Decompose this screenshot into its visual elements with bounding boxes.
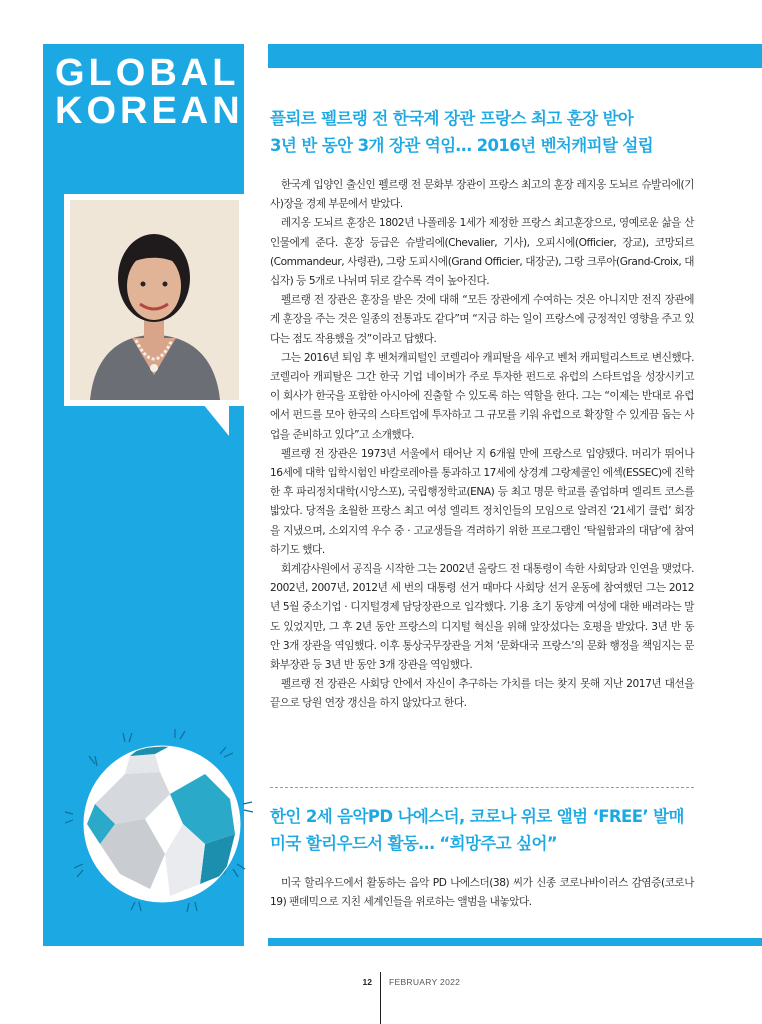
globe-icon — [65, 724, 255, 914]
top-accent-bar — [268, 44, 762, 68]
portrait-frame — [64, 194, 245, 406]
article1-body — [270, 176, 694, 714]
article-divider — [270, 787, 694, 788]
footer-divider — [380, 972, 381, 1024]
issue-date: FEBRUARY 2022 — [389, 977, 461, 987]
article1-headline — [270, 105, 710, 159]
article2-headline-line1: 한인 2세 음악PD 나에스더, 코로나 위로 앨범 ‘FREE’ 발매 — [270, 807, 684, 826]
article1-paragraph: 그는 2016년 퇴임 후 벤처캐피털인 코렐리아 캐피탈을 세우고 벤처 캐피털리스트로 변신했다. 코렐리아 캐피탈은 그간 한국 기업 네이버가 주로 투자한 펀드로 유럽의 스타트업을 성장시키고 이 회사가 한국을 포함한 아시아에 진출할 수 있도록 하는 역할을 한다. 그는 “이제는 반대로 유럽에서 펀드를 모아 한국의 스타트업에 투자하고 그 규모를 키워 유럽으로 확장할 수 있게끔 돕는 사업을 준비하고 있다”고 소개했다. — [270, 351, 694, 441]
article1-headline-line1: 플뢰르 펠르랭 전 한국계 장관 프랑스 최고 훈장 받아 — [270, 109, 634, 128]
section-title — [55, 54, 245, 130]
speech-bubble-tail — [203, 404, 229, 436]
article1-paragraph: 펠르랭 전 장관은 1973년 서울에서 태어난 지 6개월 만에 프랑스로 입양됐다. 머리가 뛰어나 16세에 대학 입학시험인 바칼로레아를 통과하고 17세에 상경계 그랑제콜인 에섹(ESSEC)에 진학한 후 파리정치대학(시앙스포), 국립행정학교(ENA) 등 최고 명문 학교를 졸업하며 엘리트 코스를 밟았다. 당적을 초월한 프랑스 최고 여성 엘리트 정치인들의 모임으로 알려진 ‘21세기 클럽’ 회장을 지냈으며, 소외지역 우수 중 · 고교생들을 격려하기 위한 프로그램인 ‘탁월함과의 대담’에 참여하기도 했다. — [270, 447, 694, 556]
article1-paragraph: 펠르랭 전 장관은 훈장을 받은 것에 대해 “모든 장관에게 수여하는 것은 아니지만 전직 장관에게 훈장을 주는 것은 일종의 전통과도 같다”며 “지금 하는 일이 프랑스에 긍정적인 영향을 주고 있다는 점도 작용했을 것”이라고 답했다. — [270, 294, 694, 345]
article1-paragraph: 회계감사원에서 공직을 시작한 그는 2002년 올랑드 전 대통령이 속한 사회당과 인연을 맺었다. 2002년, 2007년, 2012년 세 번의 대통령 선거 때마다 사회당 선거 운동에 참여했던 그는 2012년 5월 중소기업 · 디지털경제 담당장관으로 입각했다. 기용 초기 동양계 여성에 대한 배려라는 말도 있었지만, 그 후 2년 동안 프랑스의 디지털 혁신을 위해 앞장섰다는 호평을 받았다. 3년 반 동안 3개 장관을 역임했다. 이후 통상국무장관을 거쳐 ‘문화대국 프랑스’의 문화 행정을 책임지는 문화부장관 등 3년 반 동안 3개 장관을 역임했다. — [270, 563, 694, 672]
article1-paragraph: 레지옹 도뇌르 훈장은 1802년 나폴레옹 1세가 제정한 프랑스 최고훈장으로, 영예로운 삶을 산 인물에게 준다. 훈장 등급은 슈발리에(Chevalier, 기사), 오피시에(Officier, 장교), 코망되르(Commandeur, 사령관), 그랑 도피시에(Grand Officier, 대장군), 그랑 크루아(Grand-Croix, 대십자) 등 5개로 나뉘며 뒤로 갈수록 격이 높아진다. — [270, 217, 694, 288]
article1-headline-line2: 3년 반 동안 3개 장관 역임… 2016년 벤처캐피탈 설립 — [270, 136, 654, 155]
section-title-line1: GLOBAL — [55, 52, 240, 94]
article2-headline — [270, 803, 710, 857]
article2-paragraph: 미국 할리우드에서 활동하는 음악 PD 나에스더(38) 씨가 신종 코로나바이러스 감염증(코로나19) 팬데믹으로 지친 세계인들을 위로하는 앨범을 내놓았다. — [270, 877, 694, 909]
article1-paragraph: 펠르랭 전 장관은 사회당 안에서 자신이 추구하는 가치를 더는 찾지 못해 지난 2017년 대선을 끝으로 당원 연장 갱신을 하지 않았다고 한다. — [270, 678, 694, 710]
section-title-line2: KOREAN — [55, 90, 244, 132]
portrait-illustration — [70, 200, 239, 400]
bottom-accent-bar — [268, 938, 762, 946]
portrait-photo — [70, 200, 239, 400]
article2-body — [270, 874, 694, 912]
article1-paragraph: 한국계 입양인 출신인 펠르랭 전 문화부 장관이 프랑스 최고의 훈장 레지옹 도뇌르 슈발리에(기사)장을 경제 부문에서 받았다. — [270, 179, 694, 211]
article2-headline-line2: 미국 할리우드서 활동… “희망주고 싶어” — [270, 834, 558, 853]
page-number: 12 — [362, 977, 372, 987]
section-sidebar — [43, 44, 244, 946]
page-footer — [0, 972, 762, 1024]
